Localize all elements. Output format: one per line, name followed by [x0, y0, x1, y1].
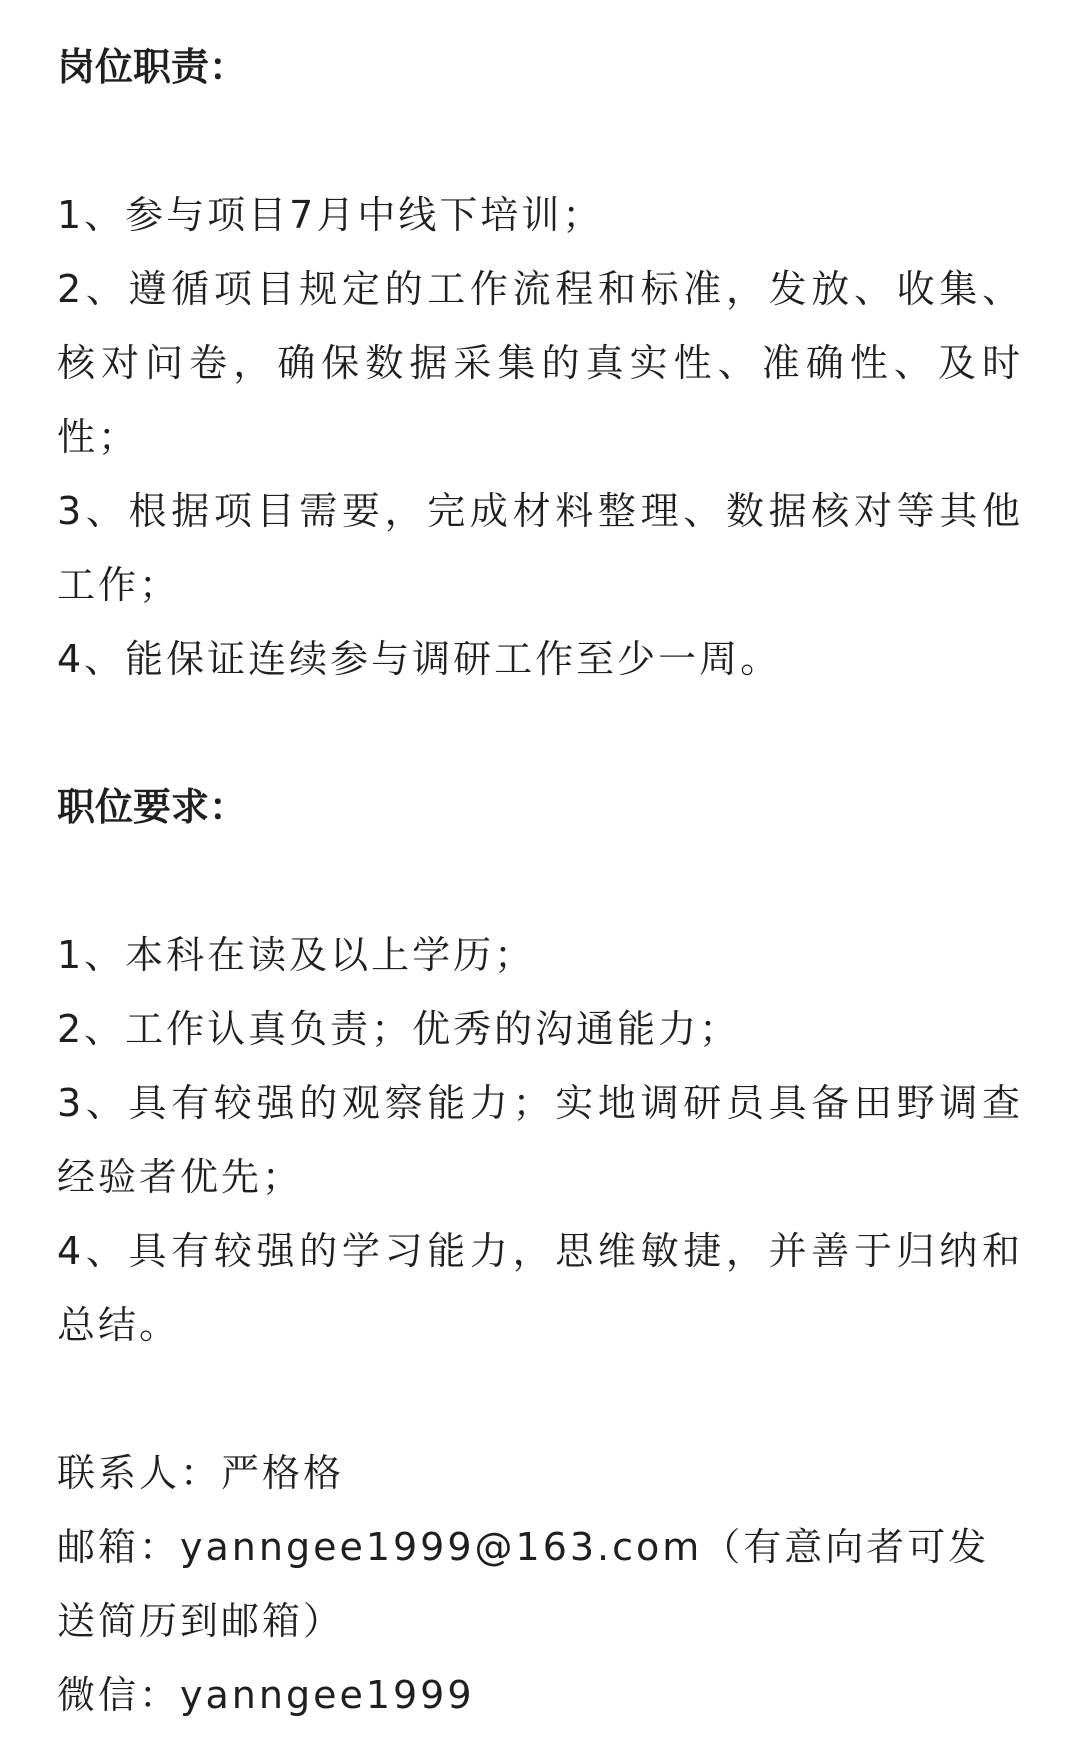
duties-list: [57, 178, 1023, 696]
requirement-item-3: 3、具有较强的观察能力；实地调研员具备田野调查经验者优先；: [57, 1081, 1023, 1199]
spacer: [57, 104, 1023, 178]
requirement-item-2: 2、工作认真负责；优秀的沟通能力；: [57, 1007, 741, 1051]
requirements-heading: 职位要求：: [57, 785, 248, 829]
job-posting-article: [57, 30, 1023, 1732]
spacer: [57, 1362, 1023, 1436]
spacer: [57, 696, 1023, 770]
contact-email: 邮箱：yanngee1999@163.com（有意向者可发送简历到邮箱）: [57, 1525, 990, 1643]
duty-item-4: 4、能保证连续参与调研工作至少一周。: [57, 637, 782, 681]
duties-heading: 岗位职责：: [57, 45, 248, 89]
duty-item-3: 3、根据项目需要，完成材料整理、数据核对等其他工作；: [57, 489, 1023, 607]
duty-item-1: 1、参与项目7月中线下培训；: [57, 193, 604, 237]
requirement-item-4: 4、具有较强的学习能力，思维敏捷，并善于归纳和总结。: [57, 1229, 1023, 1347]
contact-person: 联系人：严格格: [57, 1451, 345, 1495]
spacer: [57, 844, 1023, 918]
duty-item-2: 2、遵循项目规定的工作流程和标准，发放、收集、核对问卷，确保数据采集的真实性、准确性、及时性；: [57, 267, 1023, 459]
requirement-item-1: 1、本科在读及以上学历；: [57, 933, 536, 977]
contact-block: [57, 1436, 1023, 1732]
requirements-list: [57, 918, 1023, 1362]
contact-wechat: 微信：yanngee1999: [57, 1673, 475, 1717]
